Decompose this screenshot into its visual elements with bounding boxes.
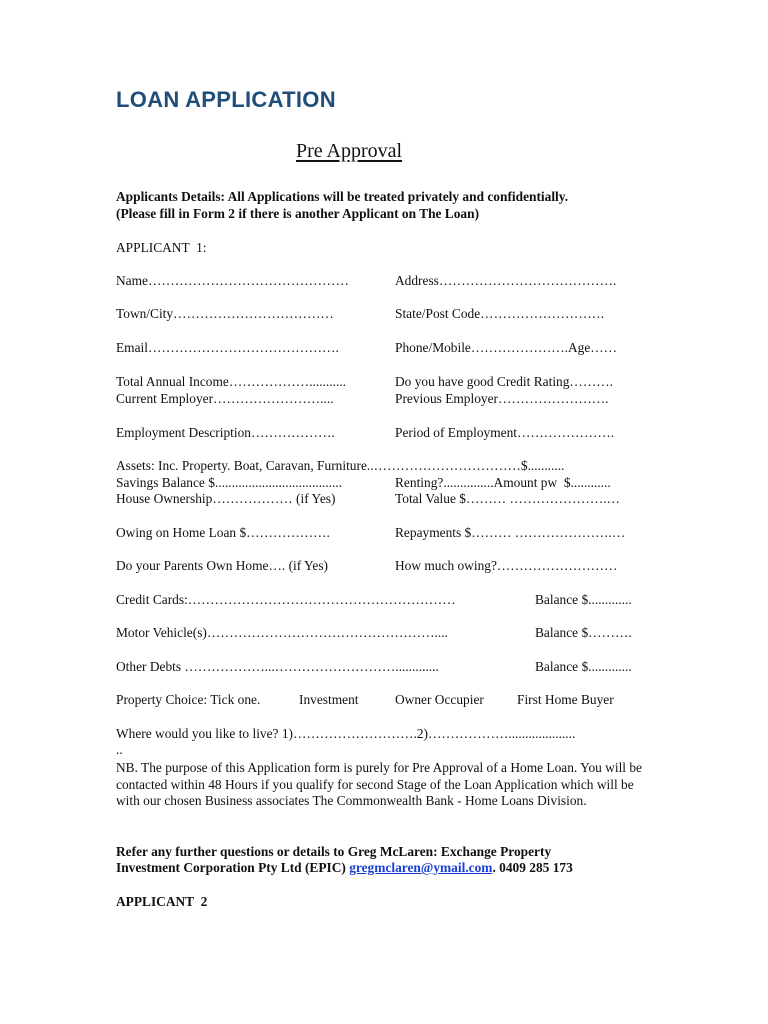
contact-prefix: Investment Corporation Pty Ltd (EPIC) <box>116 860 350 875</box>
motor-vehicles-balance-field[interactable]: Balance $………. <box>535 625 632 640</box>
preferred-location-continued: .. <box>116 742 123 757</box>
motor-vehicles-field[interactable]: Motor Vehicle(s)…………………………………………….... <box>116 625 448 640</box>
town-city-field[interactable]: Town/City……………………………… <box>116 306 334 321</box>
name-field[interactable]: Name……………………………………… <box>116 273 349 288</box>
option-first-home-buyer[interactable]: First Home Buyer <box>517 692 614 707</box>
how-much-owing-field[interactable]: How much owing?……………………… <box>395 558 618 573</box>
option-owner-occupier[interactable]: Owner Occupier <box>395 692 484 707</box>
current-employer-field[interactable]: Current Employer…………………….... <box>116 391 334 406</box>
credit-rating-field[interactable]: Do you have good Credit Rating………. <box>395 374 613 389</box>
applicant-2-heading: APPLICANT 2 <box>116 894 208 909</box>
intro-line-1: Applicants Details: All Applications will be treated privately and confidentially. <box>116 189 569 204</box>
preferred-location-field[interactable]: Where would you like to live? 1)……………………….2)……………….................... <box>116 726 576 741</box>
address-field[interactable]: Address…………………………………. <box>395 273 617 288</box>
page-title: LOAN APPLICATION <box>116 87 336 112</box>
note-paragraph: NB. The purpose of this Application form is purely for Pre Approval of a Home Loan. You will be contacted within 48 Hours if you qualify for second Stage of the Loan Application which will be with our chosen Business associates The Commonwealth Bank - Home Loans Division. <box>116 760 643 808</box>
employment-period-field[interactable]: Period of Employment…………………. <box>395 425 615 440</box>
renting-field[interactable]: Renting?...............Amount pw $............ <box>395 475 611 490</box>
assets-field[interactable]: Assets: Inc. Property. Boat, Caravan, Furniture..……………………………$........... <box>116 458 565 473</box>
annual-income-field[interactable]: Total Annual Income………………........... <box>116 374 347 389</box>
total-value-field[interactable]: Total Value $……… ………………….… <box>395 491 620 506</box>
repayments-field[interactable]: Repayments $……… ………………….… <box>395 525 626 540</box>
contact-line-2 <box>116 860 573 876</box>
owing-home-loan-field[interactable]: Owing on Home Loan $………………. <box>116 525 330 540</box>
savings-balance-field[interactable]: Savings Balance $...................................... <box>116 475 343 490</box>
option-investment[interactable]: Investment <box>299 692 359 707</box>
credit-cards-balance-field[interactable]: Balance $............. <box>535 592 632 607</box>
parents-home-field[interactable]: Do your Parents Own Home…. (if Yes) <box>116 558 328 573</box>
other-debts-balance-field[interactable]: Balance $............. <box>535 659 632 674</box>
intro-line-2: (Please fill in Form 2 if there is another Applicant on The Loan) <box>116 206 480 221</box>
contact-phone: . 0409 285 173 <box>492 860 573 875</box>
state-postcode-field[interactable]: State/Post Code………………………. <box>395 306 605 321</box>
applicant-1-heading: APPLICANT 1: <box>116 240 207 255</box>
contact-email-link[interactable]: gregmclaren@ymail.com <box>349 860 493 875</box>
credit-cards-field[interactable]: Credit Cards:…………………………………………………… <box>116 592 456 607</box>
house-ownership-field[interactable]: House Ownership……………… (if Yes) <box>116 491 336 506</box>
previous-employer-field[interactable]: Previous Employer……………………. <box>395 391 609 406</box>
phone-age-field[interactable]: Phone/Mobile………………….Age…… <box>395 340 618 355</box>
employment-description-field[interactable]: Employment Description………………. <box>116 425 335 440</box>
page-subtitle: Pre Approval <box>296 140 403 162</box>
property-choice-label: Property Choice: Tick one. <box>116 692 261 707</box>
other-debts-field[interactable]: Other Debts ………………...………………………............. <box>116 659 439 674</box>
email-field[interactable]: Email……………………………………. <box>116 340 339 355</box>
contact-line-1: Refer any further questions or details to Greg McLaren: Exchange Property <box>116 844 552 859</box>
